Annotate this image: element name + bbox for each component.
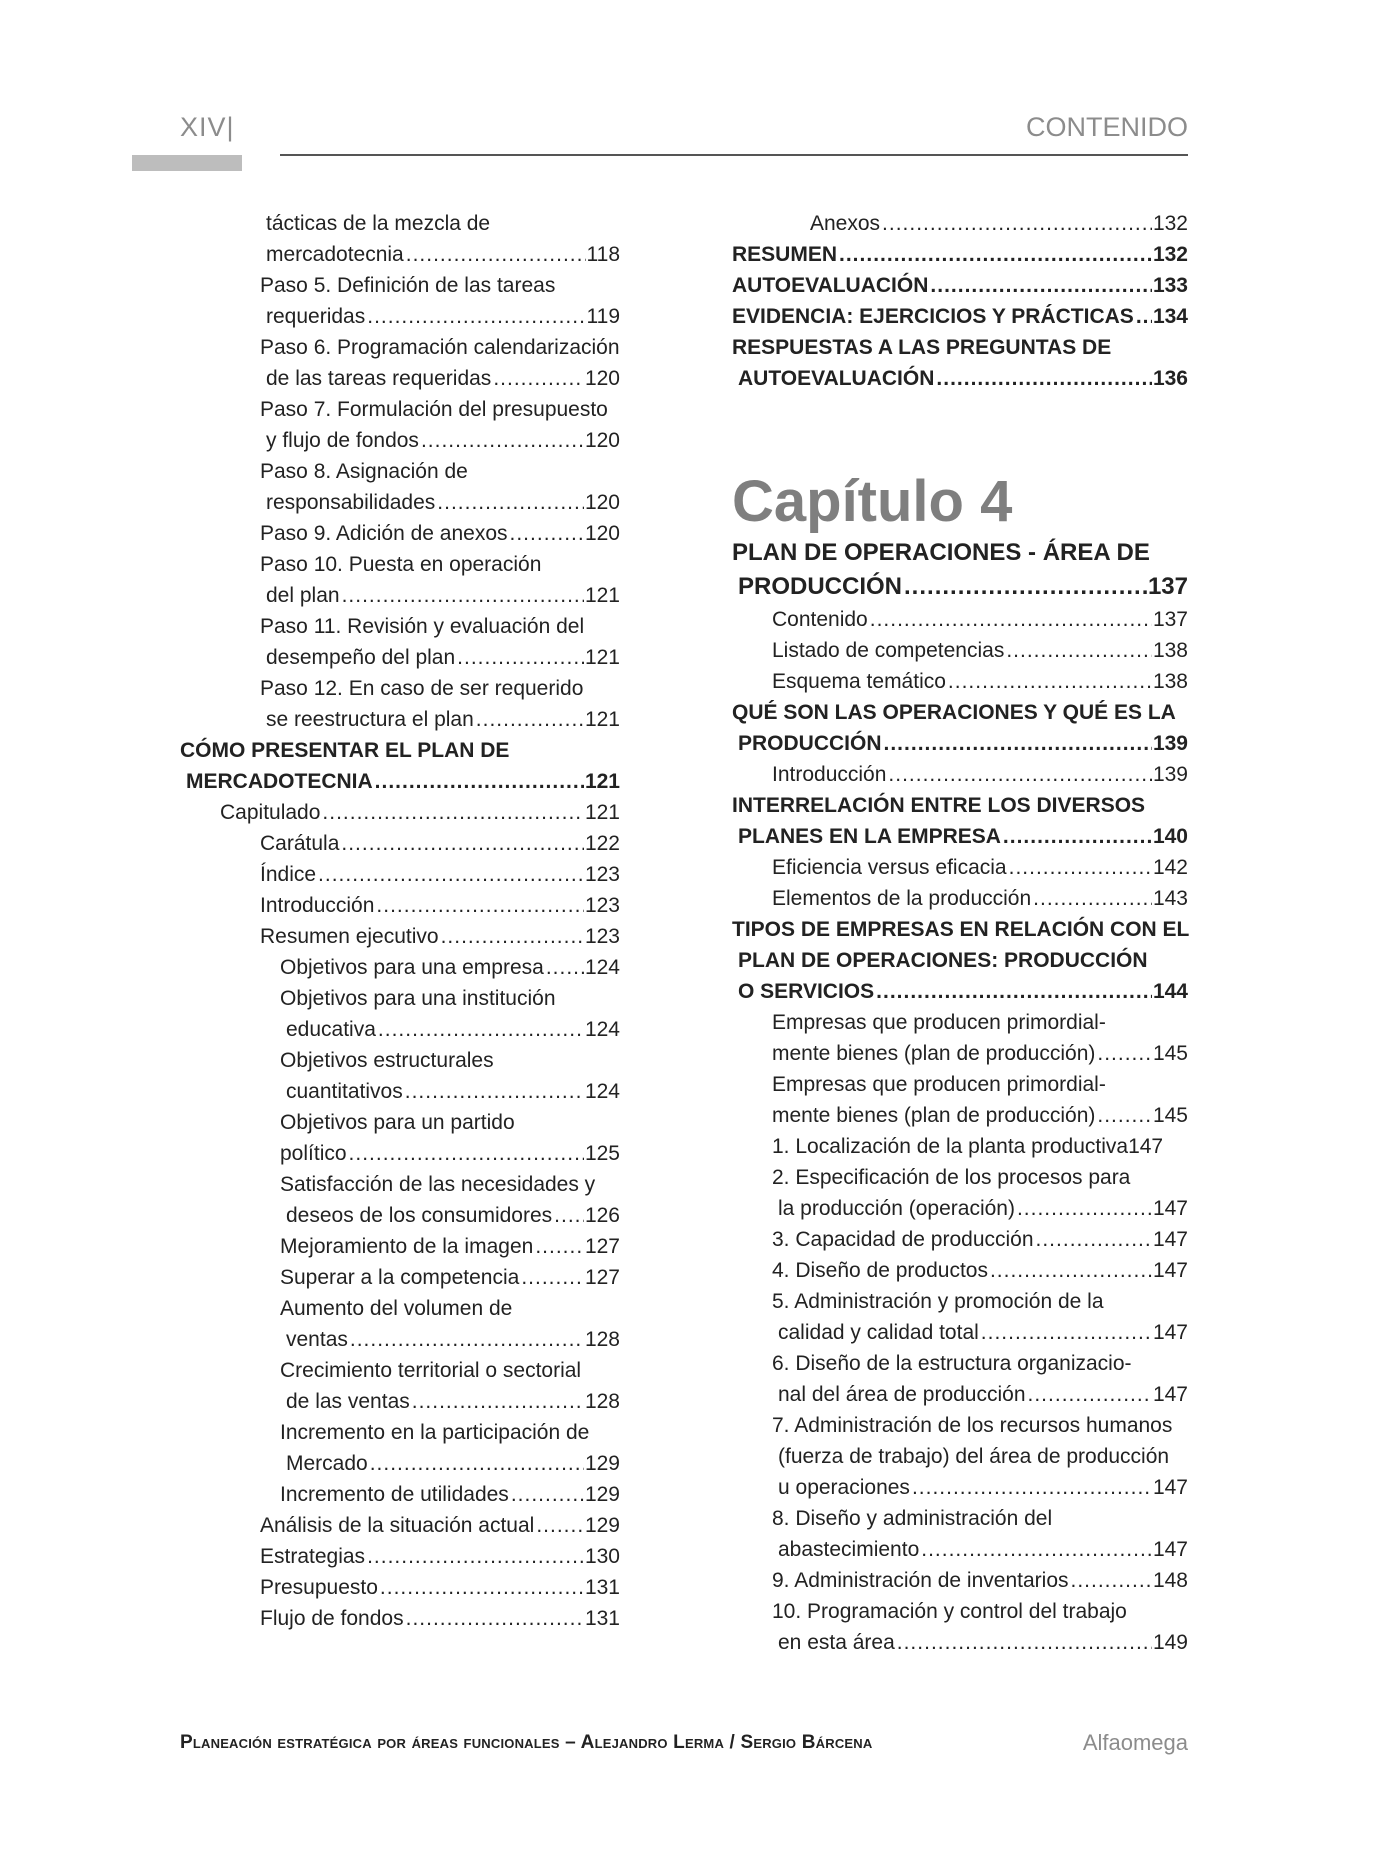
toc-entry bbox=[732, 883, 1188, 914]
toc-entry-label: 10. Programación y control del trabajo bbox=[772, 1596, 1129, 1627]
section-title: CONTENIDO bbox=[1026, 112, 1188, 142]
toc-entry bbox=[732, 1069, 1188, 1100]
toc-entry bbox=[732, 821, 1188, 852]
toc-entry bbox=[180, 611, 620, 642]
toc-entry-label: ventas bbox=[286, 1324, 350, 1355]
toc-entry bbox=[732, 666, 1188, 697]
dot-leader bbox=[457, 642, 584, 673]
toc-entry bbox=[732, 1038, 1188, 1069]
toc-entry-label: Paso 9. Adición de anexos bbox=[260, 518, 510, 549]
toc-entry-page: 137 bbox=[1147, 570, 1188, 604]
toc-entry-label: la producción (operación) bbox=[778, 1193, 1017, 1224]
dot-leader bbox=[990, 1255, 1152, 1286]
toc-entry-label: Resumen ejecutivo bbox=[260, 921, 441, 952]
toc-entry-label: O SERVICIOS bbox=[738, 976, 876, 1007]
toc-entry-page: 144 bbox=[1152, 976, 1188, 1007]
toc-entry bbox=[732, 332, 1188, 363]
dot-leader bbox=[318, 859, 584, 890]
toc-entry-page: 127 bbox=[584, 1262, 620, 1293]
dot-leader bbox=[349, 1138, 584, 1169]
dot-leader bbox=[350, 1324, 584, 1355]
toc-entry-label: 9. Administración de inventarios bbox=[772, 1565, 1071, 1596]
dot-leader bbox=[1017, 1193, 1152, 1224]
toc-entry bbox=[732, 1534, 1188, 1565]
toc-entry-label: Índice bbox=[260, 859, 318, 890]
toc-entry-label: RESUMEN bbox=[732, 239, 839, 270]
toc-entry-label: mente bienes (plan de producción) bbox=[772, 1038, 1097, 1069]
toc-entry-label: cuantitativos bbox=[286, 1076, 405, 1107]
toc-entry-label: 8. Diseño y administración del bbox=[772, 1503, 1054, 1534]
toc-entry-label: y flujo de fondos bbox=[266, 425, 421, 456]
dot-leader bbox=[367, 1541, 584, 1572]
toc-entry-label: Empresas que producen primordial- bbox=[772, 1069, 1108, 1100]
toc-entry-page: 145 bbox=[1152, 1038, 1188, 1069]
dot-leader bbox=[1036, 1224, 1152, 1255]
toc-entry-page: 121 bbox=[584, 766, 620, 797]
toc-entry-label: Superar a la competencia bbox=[280, 1262, 521, 1293]
toc-entry bbox=[180, 1479, 620, 1510]
toc-entry-label: Esquema temático bbox=[772, 666, 948, 697]
toc-entry-label: QUÉ SON LAS OPERACIONES Y QUÉ ES LA bbox=[732, 697, 1178, 728]
toc-entry-page: 129 bbox=[584, 1448, 620, 1479]
toc-entry bbox=[732, 728, 1188, 759]
toc-entry bbox=[180, 735, 620, 766]
toc-entry-page: 147 bbox=[1152, 1193, 1188, 1224]
toc-entry-label: Capitulado bbox=[220, 797, 322, 828]
toc-entry bbox=[180, 456, 620, 487]
dot-leader bbox=[1033, 883, 1152, 914]
toc-entry-label: TIPOS DE EMPRESAS EN RELACIÓN CON EL bbox=[732, 914, 1191, 945]
toc-entry-page: 121 bbox=[584, 797, 620, 828]
toc-entry-page: 133 bbox=[1152, 270, 1188, 301]
toc-entry-label: tácticas de la mezcla de bbox=[266, 208, 492, 239]
toc-entry bbox=[180, 1138, 620, 1169]
dot-leader bbox=[546, 952, 584, 983]
dot-leader bbox=[1071, 1565, 1152, 1596]
toc-entry-label: responsabilidades bbox=[266, 487, 437, 518]
toc-entry bbox=[732, 208, 1188, 239]
dot-leader bbox=[405, 1076, 584, 1107]
dot-leader bbox=[1097, 1038, 1152, 1069]
dot-leader bbox=[1028, 1379, 1152, 1410]
toc-entry-label: se reestructura el plan bbox=[266, 704, 476, 735]
dot-leader bbox=[367, 301, 585, 332]
toc-entry bbox=[732, 1224, 1188, 1255]
toc-entry bbox=[180, 1572, 620, 1603]
dot-leader bbox=[476, 704, 584, 735]
toc-entry-page: 130 bbox=[584, 1541, 620, 1572]
toc-entry-page: 132 bbox=[1152, 208, 1188, 239]
toc-entry-label: Incremento de utilidades bbox=[280, 1479, 511, 1510]
toc-entry-page: 123 bbox=[584, 859, 620, 890]
dot-leader bbox=[406, 1603, 584, 1634]
toc-entry-label: Paso 12. En caso de ser requerido bbox=[260, 673, 585, 704]
toc-entry-label: mente bienes (plan de producción) bbox=[772, 1100, 1097, 1131]
toc-entry-page: 120 bbox=[584, 518, 620, 549]
toc-entry-label: Aumento del volumen de bbox=[280, 1293, 514, 1324]
toc-entry-label: Estrategias bbox=[260, 1541, 367, 1572]
dot-leader bbox=[521, 1262, 584, 1293]
dot-leader bbox=[421, 425, 584, 456]
toc-entry bbox=[180, 518, 620, 549]
toc-entry-label: Mercado bbox=[286, 1448, 370, 1479]
toc-entry bbox=[732, 270, 1188, 301]
toc-entry-label: Presupuesto bbox=[260, 1572, 380, 1603]
toc-entry bbox=[732, 1286, 1188, 1317]
toc-entry bbox=[732, 363, 1188, 394]
toc-entry-page: 120 bbox=[584, 363, 620, 394]
toc-entry-label: 4. Diseño de productos bbox=[772, 1255, 990, 1286]
toc-entry bbox=[180, 425, 620, 456]
toc-entry bbox=[180, 1386, 620, 1417]
toc-entry bbox=[732, 1100, 1188, 1131]
toc-entry bbox=[732, 1627, 1188, 1658]
toc-entry-label: Paso 7. Formulación del presupuesto bbox=[260, 394, 610, 425]
dot-leader bbox=[1097, 1100, 1152, 1131]
toc-entry-page: 139 bbox=[1152, 728, 1188, 759]
dot-leader bbox=[1003, 821, 1152, 852]
dot-leader bbox=[510, 518, 584, 549]
dot-leader bbox=[936, 363, 1152, 394]
toc-entry-page: 119 bbox=[586, 301, 620, 332]
toc-entry-label: CÓMO PRESENTAR EL PLAN DE bbox=[180, 735, 511, 766]
toc-entry-label: 1. Localización de la planta productiva147 bbox=[772, 1131, 1165, 1162]
toc-entry-label: u operaciones bbox=[778, 1472, 912, 1503]
dot-leader bbox=[375, 766, 584, 797]
toc-entry-label: Objetivos para un partido bbox=[280, 1107, 517, 1138]
dot-leader bbox=[554, 1200, 584, 1231]
dot-leader bbox=[322, 797, 584, 828]
toc-entry bbox=[180, 673, 620, 704]
toc-entry bbox=[180, 1417, 620, 1448]
toc-entry-page: 147 bbox=[1152, 1255, 1188, 1286]
dot-leader bbox=[884, 728, 1152, 759]
chapter-title: Capítulo 4 bbox=[732, 469, 1013, 534]
toc-entry-page: 120 bbox=[584, 487, 620, 518]
toc-entry bbox=[732, 536, 1188, 570]
toc-entry-label: PRODUCCIÓN bbox=[738, 570, 904, 604]
toc-entry bbox=[180, 208, 620, 239]
dot-leader bbox=[511, 1479, 584, 1510]
toc-entry bbox=[732, 976, 1188, 1007]
toc-entry-label: Introducción bbox=[772, 759, 888, 790]
toc-entry bbox=[180, 1541, 620, 1572]
toc-entry-label: Introducción bbox=[260, 890, 376, 921]
toc-entry bbox=[180, 1076, 620, 1107]
dot-leader bbox=[930, 270, 1152, 301]
dot-leader bbox=[912, 1472, 1152, 1503]
dot-leader bbox=[1136, 301, 1152, 332]
dot-leader bbox=[1009, 852, 1152, 883]
toc-entry bbox=[180, 580, 620, 611]
toc-entry-page: 121 bbox=[584, 704, 620, 735]
dot-leader bbox=[535, 1231, 584, 1262]
toc-entry-label: 6. Diseño de la estructura organizacio- bbox=[772, 1348, 1134, 1379]
toc-entry-page: 121 bbox=[584, 580, 620, 611]
toc-entry bbox=[732, 790, 1188, 821]
toc-entry-label: 3. Capacidad de producción bbox=[772, 1224, 1036, 1255]
toc-entry-label: Flujo de fondos bbox=[260, 1603, 406, 1634]
toc-right-column-chapter bbox=[732, 536, 1188, 1658]
toc-entry-page: 127 bbox=[584, 1231, 620, 1262]
toc-entry-label: del plan bbox=[266, 580, 342, 611]
toc-entry-label: Satisfacción de las necesidades y bbox=[280, 1169, 597, 1200]
toc-entry bbox=[732, 1255, 1188, 1286]
toc-entry-page: 134 bbox=[1152, 301, 1188, 332]
toc-entry bbox=[180, 1324, 620, 1355]
toc-entry-label: deseos de los consumidores bbox=[286, 1200, 554, 1231]
toc-entry bbox=[180, 1603, 620, 1634]
dot-leader bbox=[412, 1386, 584, 1417]
toc-entry-page: 148 bbox=[1152, 1565, 1188, 1596]
toc-entry bbox=[732, 914, 1188, 945]
toc-entry bbox=[180, 828, 620, 859]
toc-entry bbox=[732, 1379, 1188, 1410]
dot-leader bbox=[376, 890, 584, 921]
dot-leader bbox=[536, 1510, 584, 1541]
toc-entry-page: 132 bbox=[1152, 239, 1188, 270]
dot-leader bbox=[378, 1014, 584, 1045]
toc-entry-label: EVIDENCIA: EJERCICIOS Y PRÁCTICAS bbox=[732, 301, 1136, 332]
toc-entry-page: 147 bbox=[1152, 1379, 1188, 1410]
dot-leader bbox=[870, 604, 1152, 635]
toc-entry bbox=[732, 1348, 1188, 1379]
toc-entry-label: Objetivos estructurales bbox=[280, 1045, 496, 1076]
dot-leader bbox=[441, 921, 584, 952]
dot-leader bbox=[981, 1317, 1152, 1348]
toc-entry bbox=[180, 1107, 620, 1138]
toc-entry-label: Contenido bbox=[772, 604, 870, 635]
toc-entry-label: Anexos bbox=[810, 208, 882, 239]
toc-entry-label: 2. Especificación de los procesos para bbox=[772, 1162, 1132, 1193]
toc-entry bbox=[732, 1162, 1188, 1193]
dot-leader bbox=[342, 580, 584, 611]
toc-entry bbox=[180, 1293, 620, 1324]
toc-entry-page: 128 bbox=[584, 1324, 620, 1355]
toc-entry bbox=[180, 1014, 620, 1045]
toc-entry-page: 131 bbox=[584, 1603, 620, 1634]
toc-entry-label: Paso 6. Programación calendarización bbox=[260, 332, 622, 363]
header-rule bbox=[280, 154, 1188, 156]
toc-entry-page: 124 bbox=[584, 952, 620, 983]
toc-entry-page: 139 bbox=[1152, 759, 1188, 790]
toc-entry-label: INTERRELACIÓN ENTRE LOS DIVERSOS bbox=[732, 790, 1147, 821]
toc-entry-label: Listado de competencias bbox=[772, 635, 1006, 666]
toc-entry-label: nal del área de producción bbox=[778, 1379, 1028, 1410]
dot-leader bbox=[370, 1448, 584, 1479]
toc-entry-page: 125 bbox=[584, 1138, 620, 1169]
toc-entry bbox=[180, 239, 620, 270]
toc-entry-page: 131 bbox=[584, 1572, 620, 1603]
toc-entry-label: en esta área bbox=[778, 1627, 897, 1658]
dot-leader bbox=[341, 828, 584, 859]
toc-entry bbox=[180, 394, 620, 425]
toc-entry bbox=[732, 1317, 1188, 1348]
toc-entry bbox=[732, 239, 1188, 270]
toc-entry-page: 145 bbox=[1152, 1100, 1188, 1131]
toc-entry-page: 129 bbox=[584, 1510, 620, 1541]
toc-entry bbox=[180, 921, 620, 952]
toc-entry-page: 129 bbox=[584, 1479, 620, 1510]
toc-entry bbox=[732, 1193, 1188, 1224]
toc-entry bbox=[732, 635, 1188, 666]
toc-entry-page: 147 bbox=[1152, 1317, 1188, 1348]
toc-entry bbox=[180, 642, 620, 673]
toc-entry-label: Paso 11. Revisión y evaluación del bbox=[260, 611, 586, 642]
toc-entry-page: 123 bbox=[584, 921, 620, 952]
toc-entry bbox=[180, 1510, 620, 1541]
toc-entry bbox=[180, 270, 620, 301]
toc-entry-page: 118 bbox=[586, 239, 620, 270]
toc-entry-label: PLANES EN LA EMPRESA bbox=[738, 821, 1003, 852]
toc-entry bbox=[732, 1472, 1188, 1503]
toc-entry-label: Carátula bbox=[260, 828, 341, 859]
toc-entry-label: Empresas que producen primordial- bbox=[772, 1007, 1108, 1038]
toc-entry-label: Eficiencia versus eficacia bbox=[772, 852, 1009, 883]
dot-leader bbox=[839, 239, 1152, 270]
toc-entry-label: político bbox=[280, 1138, 349, 1169]
toc-entry-label: abastecimiento bbox=[778, 1534, 921, 1565]
toc-entry-page: 126 bbox=[584, 1200, 620, 1231]
toc-entry bbox=[732, 1410, 1188, 1441]
toc-entry bbox=[180, 797, 620, 828]
toc-entry bbox=[732, 604, 1188, 635]
toc-entry bbox=[180, 1169, 620, 1200]
toc-entry-label: Mejoramiento de la imagen bbox=[280, 1231, 535, 1262]
dot-leader bbox=[882, 208, 1152, 239]
toc-entry bbox=[180, 952, 620, 983]
toc-entry bbox=[180, 301, 620, 332]
footer-book-title: Planeación estratégica por áreas funcionales – Alejandro Lerma / Sergio Bárcena bbox=[180, 1732, 873, 1753]
toc-entry-page: 136 bbox=[1152, 363, 1188, 394]
dot-leader bbox=[921, 1534, 1152, 1565]
footer-publisher: Alfaomega bbox=[1082, 1730, 1188, 1755]
toc-entry-label: educativa bbox=[286, 1014, 378, 1045]
toc-entry-label: AUTOEVALUACIÓN bbox=[738, 363, 936, 394]
toc-entry-label: Análisis de la situación actual bbox=[260, 1510, 536, 1541]
toc-entry bbox=[732, 697, 1188, 728]
toc-entry-label: MERCADOTECNIA bbox=[186, 766, 375, 797]
toc-entry-label: Objetivos para una institución bbox=[280, 983, 558, 1014]
toc-entry-page: 128 bbox=[584, 1386, 620, 1417]
toc-left-column bbox=[180, 208, 620, 1634]
toc-right-column-top bbox=[732, 208, 1188, 394]
toc-entry bbox=[180, 766, 620, 797]
dot-leader bbox=[888, 759, 1152, 790]
toc-entry bbox=[180, 487, 620, 518]
toc-entry bbox=[732, 1007, 1188, 1038]
toc-entry-page: 124 bbox=[584, 1076, 620, 1107]
dot-leader bbox=[380, 1572, 584, 1603]
toc-entry-page: 149 bbox=[1152, 1627, 1188, 1658]
toc-entry-page: 122 bbox=[584, 828, 620, 859]
toc-entry-page: 147 bbox=[1152, 1224, 1188, 1255]
toc-entry-label: AUTOEVALUACIÓN bbox=[732, 270, 930, 301]
toc-entry-page: 142 bbox=[1152, 852, 1188, 883]
page-number: XIV| bbox=[180, 112, 235, 142]
toc-entry bbox=[732, 1565, 1188, 1596]
toc-entry bbox=[180, 1231, 620, 1262]
toc-entry-page: 121 bbox=[584, 642, 620, 673]
toc-entry bbox=[180, 549, 620, 580]
toc-entry-label: requeridas bbox=[266, 301, 367, 332]
dot-leader bbox=[904, 570, 1147, 604]
toc-entry bbox=[732, 945, 1188, 976]
toc-entry bbox=[180, 1355, 620, 1386]
toc-entry-page: 138 bbox=[1152, 666, 1188, 697]
toc-entry-label: calidad y calidad total bbox=[778, 1317, 981, 1348]
toc-entry bbox=[180, 363, 620, 394]
toc-entry-label: PLAN DE OPERACIONES - ÁREA DE bbox=[732, 536, 1152, 570]
toc-entry-page: 147 bbox=[1152, 1472, 1188, 1503]
toc-entry bbox=[180, 859, 620, 890]
toc-entry bbox=[732, 1596, 1188, 1627]
toc-entry bbox=[732, 570, 1188, 604]
toc-entry bbox=[180, 1448, 620, 1479]
dot-leader bbox=[897, 1627, 1152, 1658]
toc-entry-label: 7. Administración de los recursos humanos bbox=[772, 1410, 1174, 1441]
dot-leader bbox=[1006, 635, 1152, 666]
toc-entry-label: Elementos de la producción bbox=[772, 883, 1033, 914]
toc-entry-label: 5. Administración y promoción de la bbox=[772, 1286, 1106, 1317]
toc-entry-page: 137 bbox=[1152, 604, 1188, 635]
header-accent-bar bbox=[132, 155, 242, 171]
toc-entry bbox=[180, 1262, 620, 1293]
dot-leader bbox=[876, 976, 1152, 1007]
toc-entry bbox=[180, 1045, 620, 1076]
toc-entry bbox=[732, 759, 1188, 790]
toc-entry-page: 120 bbox=[584, 425, 620, 456]
toc-entry-label: Paso 10. Puesta en operación bbox=[260, 549, 543, 580]
toc-entry-label: de las ventas bbox=[286, 1386, 412, 1417]
toc-entry bbox=[180, 1200, 620, 1231]
dot-leader bbox=[437, 487, 584, 518]
toc-entry-page: 140 bbox=[1152, 821, 1188, 852]
toc-entry bbox=[732, 1503, 1188, 1534]
toc-entry-page: 147 bbox=[1152, 1534, 1188, 1565]
toc-entry-label: Objetivos para una empresa bbox=[280, 952, 546, 983]
dot-leader bbox=[406, 239, 586, 270]
dot-leader bbox=[948, 666, 1152, 697]
toc-entry-label: PRODUCCIÓN bbox=[738, 728, 884, 759]
toc-entry-label: de las tareas requeridas bbox=[266, 363, 493, 394]
toc-entry-label: Crecimiento territorial o sectorial bbox=[280, 1355, 583, 1386]
toc-entry bbox=[732, 852, 1188, 883]
toc-entry bbox=[732, 1131, 1188, 1162]
toc-entry-page: 124 bbox=[584, 1014, 620, 1045]
toc-entry-label: Paso 5. Definición de las tareas bbox=[260, 270, 557, 301]
toc-entry bbox=[180, 983, 620, 1014]
toc-entry-label: Incremento en la participación de bbox=[280, 1417, 591, 1448]
toc-entry bbox=[732, 1441, 1188, 1472]
toc-entry bbox=[180, 890, 620, 921]
toc-entry-page: 143 bbox=[1152, 883, 1188, 914]
toc-entry bbox=[180, 704, 620, 735]
toc-entry bbox=[180, 332, 620, 363]
toc-entry-label: Paso 8. Asignación de bbox=[260, 456, 470, 487]
toc-entry-label: desempeño del plan bbox=[266, 642, 457, 673]
toc-entry-label: (fuerza de trabajo) del área de producción bbox=[778, 1441, 1171, 1472]
toc-entry-page: 138 bbox=[1152, 635, 1188, 666]
toc-entry-label: PLAN DE OPERACIONES: PRODUCCIÓN bbox=[738, 945, 1150, 976]
toc-entry bbox=[732, 301, 1188, 332]
dot-leader bbox=[493, 363, 584, 394]
toc-entry-page: 123 bbox=[584, 890, 620, 921]
toc-entry-label: mercadotecnia bbox=[266, 239, 406, 270]
toc-entry-label: RESPUESTAS A LAS PREGUNTAS DE bbox=[732, 332, 1113, 363]
